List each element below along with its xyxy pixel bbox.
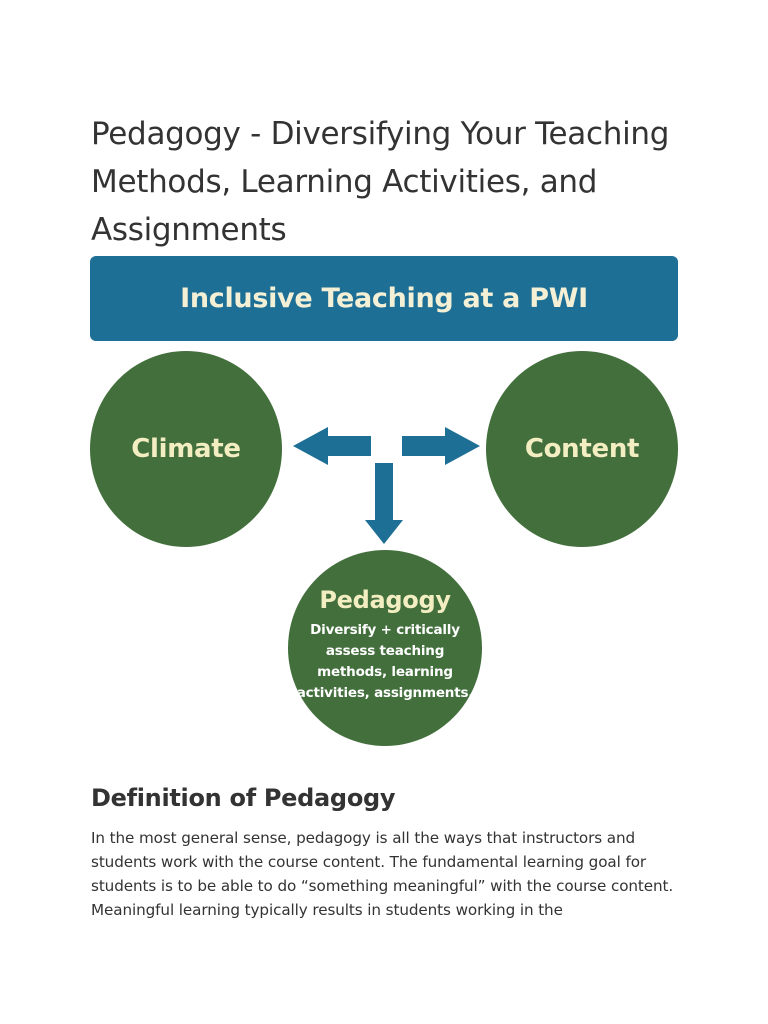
content-label: Content [524, 434, 640, 464]
section-body-text: In the most general sense, pedagogy is all the ways that instructors and students work with the course content. The fundamental learning goal for students is to be able to do “something meaningful” with the course content. Meaningful learning typically results in students working in the [91, 829, 674, 919]
climate-label: Climate [131, 434, 241, 464]
diagram-banner [90, 256, 678, 341]
climate-circle [90, 351, 282, 547]
arrow-right-icon [402, 427, 480, 465]
pedagogy-description: Diversify + critically assess teaching methods, learning activities, assignments. [296, 622, 474, 701]
inclusive-teaching-diagram [90, 256, 678, 748]
banner-label: Inclusive Teaching at a PWI [180, 283, 588, 314]
pedagogy-circle [288, 550, 482, 746]
arrow-down-icon [365, 463, 403, 544]
page-title: Pedagogy - Diversifying Your Teaching Methods, Learning Activities, and Assignments [91, 116, 670, 248]
pedagogy-label: Pedagogy [319, 586, 451, 614]
content-circle [486, 351, 678, 547]
arrow-left-icon [293, 427, 371, 465]
section-heading: Definition of Pedagogy [91, 784, 396, 812]
